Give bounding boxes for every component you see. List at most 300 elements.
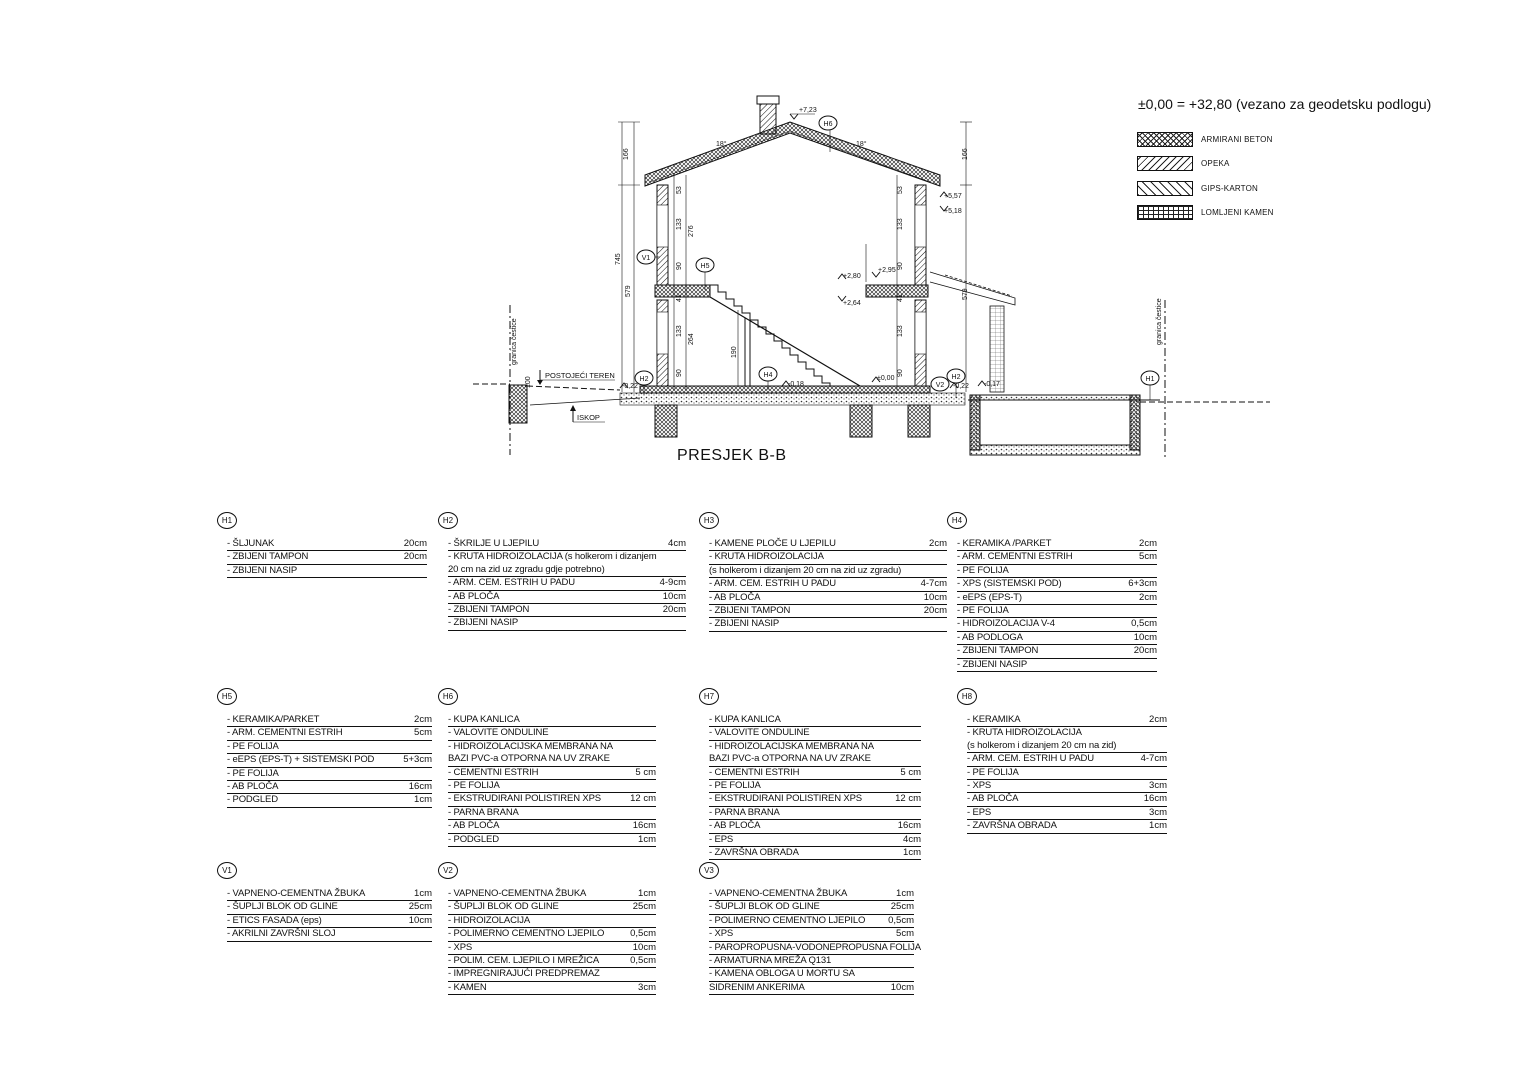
layer-material: - HIDROIZOLACIJSKA MEMBRANA NA [448,740,613,752]
layer-material: BAZI PVC-a OTPORNA NA UV ZRAKE [448,753,610,765]
layer-thickness: 5cm [414,727,432,739]
spec-layer-list [957,538,1157,672]
layer-material: - EKSTRUDIRANI POLISTIREN XPS [709,793,862,805]
level-markers [620,107,1000,390]
spec-layer-row [448,834,656,847]
spec-layer-row [709,592,947,605]
level-eave-lower: +5,18 [944,208,962,215]
layer-material: - CEMENTNI ESTRIH [448,766,539,778]
spec-layer-row [967,740,1167,753]
spec-layer-row [709,847,921,860]
layer-thickness: 2cm [1139,591,1157,603]
spec-layer-row [957,605,1157,618]
spec-layer-list [227,714,432,808]
dim-roof-left: 166 [623,148,630,160]
svg-text:H2: H2 [639,376,649,383]
layer-material: - PE FOLIJA [227,767,279,779]
spec-layer-row [957,578,1157,591]
spec-layer-list [448,538,686,631]
legend-swatch-grid-hatch [1137,205,1193,220]
spec-code-badge: H2 [438,512,458,529]
spec-layer-row [448,551,686,563]
spec-layer-row [709,820,921,833]
layer-thickness: 10cm [662,590,686,602]
layer-thickness: 2cm [1139,537,1157,549]
spec-layer-row [227,741,432,754]
layer-thickness: 20cm [403,537,427,549]
spec-layer-row [709,727,921,740]
spec-layer-row [227,901,432,914]
layer-thickness: 16cm [632,820,656,832]
dim-total-left: 745 [615,253,622,265]
layer-thickness: 5cm [896,928,914,940]
layer-thickness: 3cm [1149,779,1167,791]
layer-material: - VAPNENO-CEMENTNA ŽBUKA [709,887,848,899]
layer-material: - AB PODLOGA [957,631,1023,643]
layer-material: - EKSTRUDIRANI POLISTIREN XPS [448,793,601,805]
layer-thickness: 12 cm [895,793,921,805]
layer-thickness: 20cm [662,603,686,615]
layer-thickness: 5 cm [635,766,656,778]
layer-material: SIDRENIM ANKERIMA [709,981,805,993]
layer-thickness: 10cm [923,591,947,603]
spec-layer-list [709,887,921,995]
layer-material: - ZAVRŠNA OBRADA [709,846,799,858]
spec-layer-list [967,714,1167,834]
left-retaining-wall [509,385,527,423]
spec-layer-row [227,915,432,928]
spec-layer-row [967,820,1167,833]
dim-roof-right: 166 [962,148,969,160]
spec-layer-row [957,551,1157,564]
dim-ground-window: 133 [676,325,683,337]
spec-layer-row [448,767,656,780]
section-title: PRESJEK B-B [677,447,787,464]
layer-material: - XPS [967,779,992,791]
layer-material: - PE FOLIJA [709,779,761,791]
spec-layer-row [967,753,1167,766]
layer-thickness: 5 cm [900,766,921,778]
spec-layer-row [227,754,432,767]
layer-material: - POLIM. CEM. LJEPILO I MREŽICA [448,954,600,966]
spec-layer-row [448,793,656,806]
spec-code-badge: H1 [217,512,237,529]
spec-layer-row [967,793,1167,806]
svg-text:V2: V2 [935,382,945,389]
layer-material: - CEMENTNI ESTRIH [709,766,800,778]
plot-boundary-right-label: granica čestice [1156,298,1163,345]
plot-boundary-left-label: granica čestice [511,318,518,365]
layer-material: - PE FOLIJA [957,604,1009,616]
layer-thickness: 4cm [903,833,921,845]
layer-material: - ZBIJENI TAMPON [957,645,1039,657]
layer-thickness: 4-7cm [920,578,947,590]
footing-right [908,405,930,437]
layer-material: - AB PLOČA [448,590,500,602]
layer-material: - KUPA KANLICA [709,713,781,725]
layer-material: - VAPNENO-CEMENTNA ŽBUKA [448,887,587,899]
spec-layer-row [709,941,921,955]
spec-layer-row [448,807,656,820]
level-slab-top: +2,95 [878,267,896,274]
layer-material: - AB PLOČA [709,591,761,603]
level-slab-mid: +2,80 [843,273,861,280]
dim-slab-right: 41 [897,294,904,302]
layer-thickness: 2cm [414,713,432,725]
layer-thickness: 25cm [408,901,432,913]
layer-thickness: 20cm [403,551,427,563]
spec-layer-row [709,888,914,901]
layer-material: - KRUTA HIDROIZOLACIJA [967,727,1082,739]
dim-lower-right: 579 [962,288,969,300]
level-ground-right: -0,17 [984,381,1000,388]
spec-code-badge: V2 [438,862,458,879]
spec-layer-row [709,793,921,806]
footing-left [655,405,677,437]
layer-thickness: 6+3cm [1128,578,1157,590]
layer-thickness: 4cm [668,537,686,549]
layer-material: - ŠUPLJI BLOK OD GLINE [709,901,820,913]
spec-layer-row [709,928,914,941]
spec-layer-row [957,565,1157,578]
layer-thickness: 16cm [1143,793,1167,805]
layer-thickness: 0,5cm [630,928,656,940]
spec-layer-list [709,714,921,860]
spec-layer-row [227,551,427,564]
layer-material: - ZBIJENI NASIP [709,618,780,630]
level-ridge: +7,23 [799,107,817,114]
spec-layer-row [448,753,656,766]
dim-upper-window: 133 [676,218,683,230]
spec-layer-row [448,538,686,551]
level-ground-v2: -0,22 [953,383,969,390]
layer-material: - ŠKRILJE U LJEPILU [448,537,540,549]
spec-layer-row [448,942,656,955]
level-stair-base: -0,18 [788,381,804,388]
layer-material: - KAMENE PLOČE U LJEPILU [709,537,836,549]
spec-layer-list [709,538,947,632]
dim-upper-wall-right: 53 [897,186,904,194]
legend-label: GIPS-KARTON [1201,183,1259,193]
spec-layer-row [709,955,914,968]
svg-text:H2: H2 [951,374,961,381]
layer-material: - ARMATURNA MREŽA Q131 [709,954,832,966]
layer-thickness: 1cm [903,846,921,858]
spec-layer-row [957,538,1157,551]
spec-layer-row [709,915,914,928]
spec-layer-row [957,592,1157,605]
roof [645,122,940,186]
dim-stair: 190 [731,346,738,358]
layer-thickness: 1cm [896,887,914,899]
bubble-h1 [1141,371,1159,400]
spec-layer-row [448,780,656,793]
layer-thickness: 3cm [638,981,656,993]
layer-thickness: 0,5cm [1131,618,1157,630]
layer-material: - AB PLOČA [967,793,1019,805]
spec-code-badge: H4 [947,512,967,529]
layer-thickness: 4-9cm [659,577,686,589]
layer-thickness: 1cm [414,794,432,806]
layer-material: - KERAMIKA/PARKET [227,713,320,725]
layer-material: - ZBIJENI TAMPON [448,603,530,615]
spec-layer-row [448,955,656,968]
dim-upper-parapet: 90 [676,262,683,270]
layer-thickness: 0,5cm [630,954,656,966]
spec-layer-row [448,820,656,833]
plot-boundary-left [510,305,518,455]
layer-material: - EPS [967,806,992,818]
layer-thickness: 10cm [632,941,656,953]
svg-text:H4: H4 [763,372,773,379]
spec-layer-row [967,727,1167,739]
layer-material: - PE FOLIJA [448,779,500,791]
spec-layer-row [227,928,432,941]
spec-layer-row [448,888,656,901]
spec-layer-row [227,888,432,901]
layer-material: - HIDROIZOLACIJA [448,914,531,926]
layer-material: - eEPS (EPS-T) + SISTEMSKI POD [227,754,375,766]
spec-layer-row [957,645,1157,658]
level-ground-left: -0,22 [622,383,638,390]
layer-thickness: 20cm [1133,645,1157,657]
layer-material: - PARNA BRANA [709,806,780,818]
spec-code-badge: V3 [699,862,719,879]
dim-ground-parapet: 90 [676,369,683,377]
layer-material: - ZBIJENI NASIP [448,617,519,629]
legend-swatch-sparse-hatch [1137,181,1193,196]
spec-layer-row [227,768,432,781]
dim-ground-parapet-right: 90 [897,369,904,377]
layer-thickness: 10cm [1133,631,1157,643]
spec-layer-row [709,982,914,995]
spec-layer-row [227,714,432,727]
layer-material: - AKRILNI ZAVRŠNI SLOJ [227,928,336,940]
dim-upper-clear: 276 [688,225,695,237]
spec-layer-list [227,538,427,578]
spec-code-badge: H8 [957,688,977,705]
layer-material: - ARM. CEMENTNI ESTRIH [227,727,343,739]
spec-layer-row [227,794,432,807]
layer-thickness: 4-7cm [1140,753,1167,765]
bubble-v2 [931,377,949,391]
svg-text:H6: H6 [823,121,833,128]
layer-thickness: 1cm [638,887,656,899]
layer-material: - ZBIJENI TAMPON [227,551,309,563]
layer-material: - eEPS (EPS-T) [957,591,1022,603]
legend-swatch-diagonal-hatch [1137,156,1193,171]
spec-layer-row [709,901,914,914]
layer-thickness: 2cm [929,537,947,549]
layer-thickness: 20cm [923,604,947,616]
layer-thickness: 5cm [1139,551,1157,563]
layer-material: - ZBIJENI TAMPON [709,604,791,616]
spec-layer-row [967,807,1167,820]
layer-material: - ŠUPLJI BLOK OD GLINE [448,901,559,913]
layer-material: - KRUTA HIDROIZOLACIJA (s holkerom i dizanjem [448,551,657,563]
layer-thickness: 3cm [1149,806,1167,818]
layer-material: - ŠUPLJI BLOK OD GLINE [227,901,338,913]
spec-layer-row [709,753,921,766]
layer-material: - PARNA BRANA [448,806,519,818]
roof-angle-left: 18° [716,141,727,148]
chimney [757,96,779,134]
layer-material: - ARM. CEM. ESTRIH U PADU [967,753,1094,765]
spec-layer-row [227,781,432,794]
dim-slab: 41 [676,294,683,302]
spec-layer-row [709,767,921,780]
layer-material: - KAMENA OBLOGA U MORTU SA [709,968,855,980]
legend-label: ARMIRANI BETON [1201,134,1273,144]
layer-material: - AB PLOČA [448,820,500,832]
spec-layer-row [448,928,656,941]
layer-material: - XPS [709,928,734,940]
datum-note: ±0,00 = +32,80 (vezano za geodetsku podlogu) [1138,96,1432,112]
dim-lower-left: 579 [625,285,632,297]
layer-material: - ZAVRŠNA OBRADA [967,820,1057,832]
svg-text:V1: V1 [641,255,651,262]
layer-material: - VALOVITE ONDULINE [709,727,810,739]
layer-material: - KAMEN [448,981,487,993]
layer-material: - PAROPROPUSNA-VODONEPROPUSNA FOLIJA [709,941,921,953]
spec-layer-row [227,538,427,551]
legend-item-armirani-beton [1137,127,1274,152]
spec-layer-row [709,807,921,820]
spec-layer-row [709,538,947,551]
layer-thickness: 16cm [408,780,432,792]
spec-layer-list [448,888,656,995]
spec-layer-row [709,741,921,753]
svg-text:H5: H5 [700,263,710,270]
terrace-pool [970,395,1140,455]
spec-layer-row [709,834,921,847]
layer-material: - XPS (SISTEMSKI POD) [957,578,1062,590]
layer-material: - PE FOLIJA [227,740,279,752]
layer-material: - VAPNENO-CEMENTNA ŽBUKA [227,887,366,899]
layer-material: - ARM. CEM. ESTRIH U PADU [709,578,836,590]
layer-material: - KERAMIKA [967,713,1021,725]
layer-material: - IMPREGNIRAJUĆI PREDPREMAZ [448,968,600,980]
layer-thickness: 5+3cm [403,754,432,766]
spec-layer-row [709,565,947,578]
layer-material: - ŠLJUNAK [227,537,275,549]
layer-material: BAZI PVC-a OTPORNA NA UV ZRAKE [709,753,871,765]
existing-terrain-callout [537,370,615,385]
foundation-gravel [620,393,965,405]
layer-thickness: 0,5cm [888,914,914,926]
layer-thickness: 10cm [890,981,914,993]
roof-angle-right: 18° [856,141,867,148]
layer-thickness: 16cm [897,820,921,832]
spec-code-badge: H3 [699,512,719,529]
spec-code-badge: H7 [699,688,719,705]
spec-layer-row [967,780,1167,793]
window-openings [657,205,926,354]
spec-layer-row [448,968,656,981]
spec-code-badge: H5 [217,688,237,705]
spec-layer-row [448,564,686,577]
dim-upper-parapet-right: 90 [897,262,904,270]
layer-material: - PODGLED [227,794,278,806]
spec-layer-row [967,767,1167,780]
footing-middle [850,405,872,437]
layer-material: - HIDROIZOLACIJA V-4 [957,618,1055,630]
layer-thickness: 25cm [632,901,656,913]
spec-layer-list [227,888,432,942]
spec-layer-row [448,591,686,604]
layer-material: - HIDROIZOLACIJSKA MEMBRANA NA [709,740,874,752]
spec-layer-row [448,604,686,617]
layer-material: - KUPA KANLICA [448,713,520,725]
existing-terrain-label: POSTOJEĆI TEREN [545,371,615,380]
spec-layer-row [709,605,947,618]
layer-material: - XPS [448,941,473,953]
retaining-dimension: 100 [525,376,532,388]
level-slab-bottom: +2,64 [843,300,861,307]
excavation-callout [570,405,605,422]
spec-layer-list [448,714,656,847]
layer-material: - AB PLOČA [227,780,279,792]
layer-material: 20 cm na zid uz zgradu gdje potrebno) [448,563,605,575]
spec-layer-row [709,551,947,564]
layer-material: - ZBIJENI NASIP [957,658,1028,670]
layer-thickness: 10cm [408,914,432,926]
spec-layer-row [709,968,914,981]
layer-thickness: 1cm [414,887,432,899]
spec-layer-row [967,714,1167,727]
level-ground-floor: ±0,00 [877,375,895,382]
legend-label: OPEKA [1201,159,1230,169]
legend-item-lomljeni-kamen [1137,201,1274,226]
spec-layer-row [957,632,1157,645]
layer-material: - KRUTA HIDROIZOLACIJA [709,551,824,563]
layer-material: - KERAMIKA /PARKET [957,537,1052,549]
layer-material: - PODGLED [448,833,499,845]
legend-label: LOMLJENI KAMEN [1201,208,1274,218]
dim-ground-clear: 264 [688,333,695,345]
spec-layer-row [709,618,947,631]
layer-material: - ZBIJENI NASIP [227,564,298,576]
annex-canopy [930,272,1015,392]
layer-thickness: 2cm [1149,713,1167,725]
dim-ground-window-right: 133 [897,325,904,337]
layer-material: - PE FOLIJA [957,564,1009,576]
layer-material: - EPS [709,833,734,845]
layer-material: - POLIMERNO CEMENTNO LJEPILO [448,928,605,940]
layer-material: - PE FOLIJA [967,766,1019,778]
legend-item-opeka [1137,152,1274,177]
material-legend [1137,127,1274,225]
layer-material: - POLIMERNO CEMENTNO LJEPILO [709,914,866,926]
staircase [710,285,860,386]
spec-layer-row [709,780,921,793]
spec-layer-row [448,714,656,727]
layer-material: - ETICS FASADA (eps) [227,914,322,926]
excavation-label: ISKOP [577,413,600,422]
spec-layer-row [448,741,656,753]
legend-swatch-cross-hatch [1137,132,1193,147]
layer-material: - ARM. CEM. ESTRIH U PADU [448,577,575,589]
spec-layer-row [448,617,686,630]
layer-material: (s holkerom i dizanjem 20 cm na zid uz zgradu) [709,564,902,576]
spec-layer-row [709,714,921,727]
layer-thickness: 12 cm [630,793,656,805]
level-eave-upper: +5,57 [944,193,962,200]
spec-layer-row [448,982,656,995]
svg-text:H1: H1 [1145,376,1155,383]
spec-code-badge: V1 [217,862,237,879]
layer-material: (s holkerom i dizanjem 20 cm na zid) [967,739,1117,751]
